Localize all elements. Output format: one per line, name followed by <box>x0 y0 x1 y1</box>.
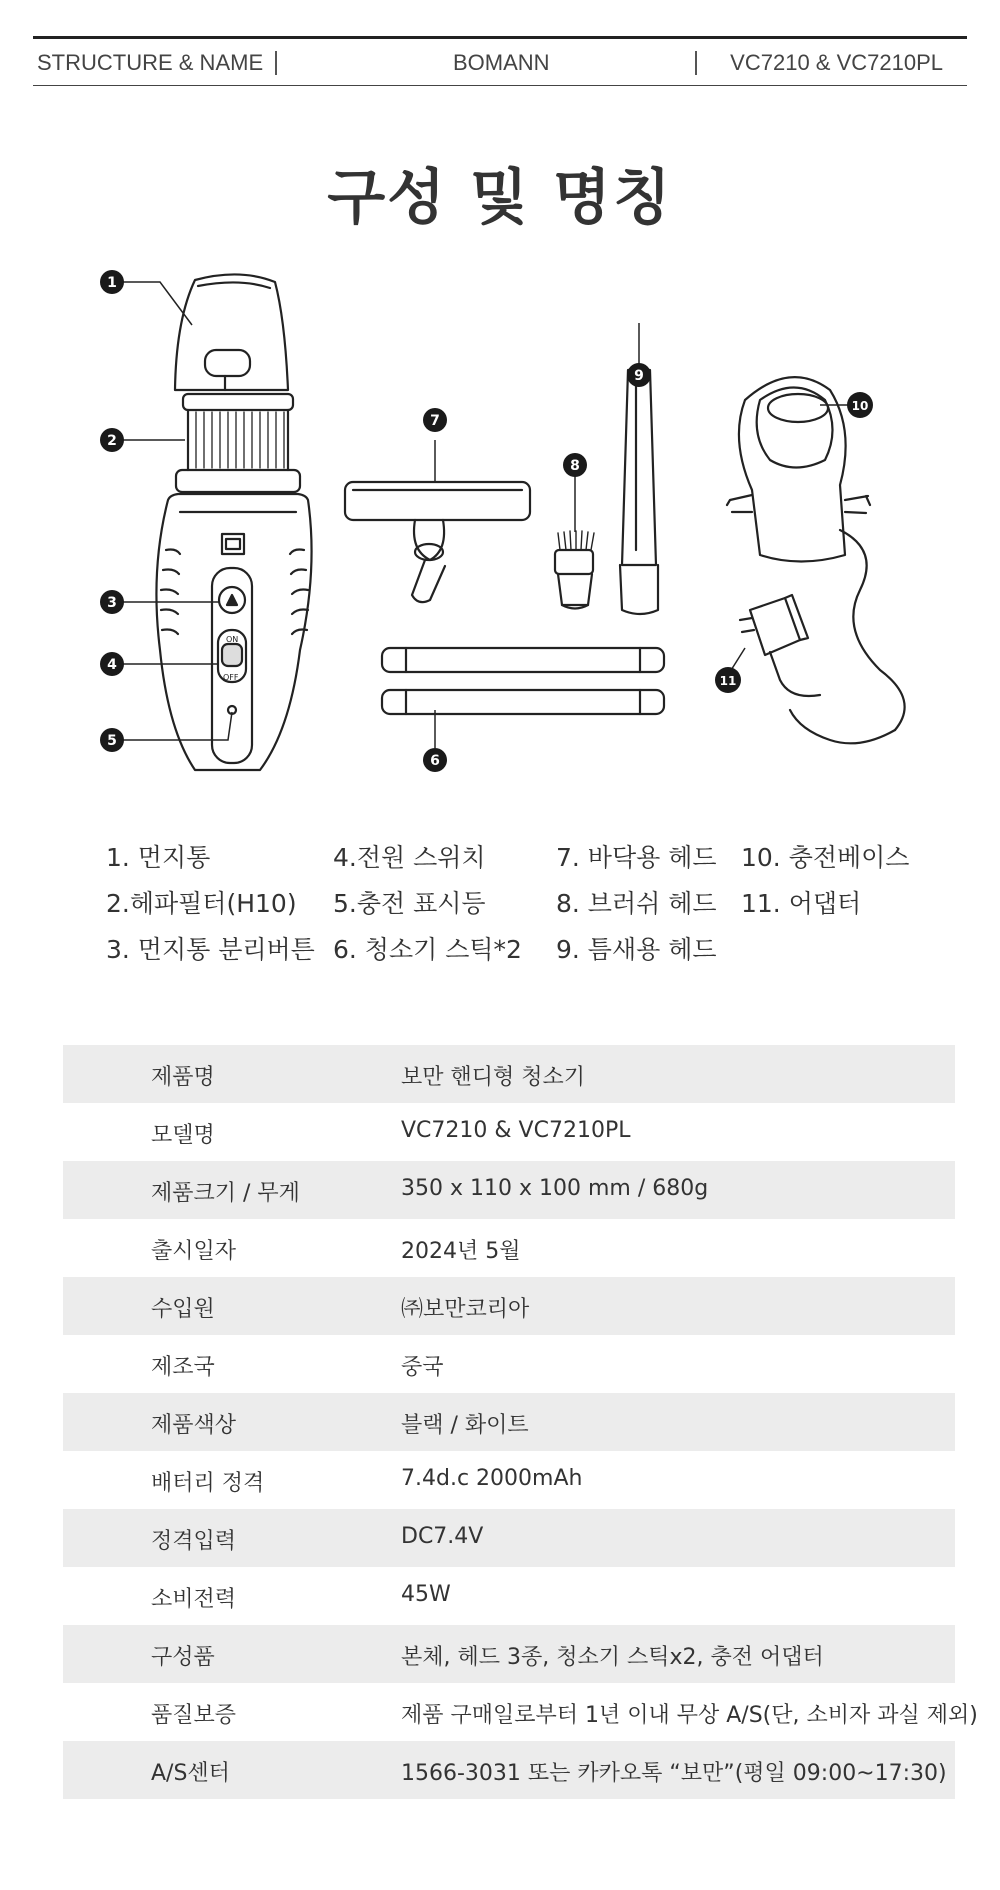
callout-7 <box>423 408 447 432</box>
product-diagram <box>0 250 1000 810</box>
svg-text:5: 5 <box>107 733 117 749</box>
header-bar <box>33 36 967 86</box>
svg-text:6: 6 <box>430 753 440 769</box>
svg-text:3: 3 <box>107 595 117 611</box>
callout-11 <box>715 667 741 693</box>
spec-value: 중국 <box>401 1355 444 1380</box>
part-item: 6. 청소기 스틱*2 <box>333 935 522 964</box>
spec-label: 제품색상 <box>151 1413 237 1438</box>
part-item: 4.전원 스위치 <box>333 843 486 872</box>
header-divider <box>275 51 277 75</box>
spec-row <box>63 1277 955 1335</box>
header-section-label: STRUCTURE & NAME <box>37 50 264 75</box>
spec-row <box>63 1393 955 1451</box>
spec-label: 구성품 <box>151 1645 215 1670</box>
callout-3 <box>100 590 124 614</box>
spec-row <box>63 1625 955 1683</box>
svg-text:11: 11 <box>719 674 737 688</box>
spec-value: 1566-3031 또는 카카오톡 “보만”(평일 09:00~17:30) <box>401 1761 947 1786</box>
svg-text:10: 10 <box>851 399 869 413</box>
spec-row <box>63 1161 955 1219</box>
spec-label: 정격입력 <box>151 1529 237 1554</box>
header-model: VC7210 & VC7210PL <box>730 50 943 75</box>
part-item: 3. 먼지통 분리버튼 <box>106 935 315 964</box>
callout-1 <box>100 270 124 294</box>
spec-value: 350 x 110 x 100 mm / 680g <box>401 1176 709 1201</box>
spec-value: 보만 핸디형 청소기 <box>401 1065 586 1090</box>
callout-8 <box>563 453 587 477</box>
charging-base <box>727 377 905 743</box>
spec-row <box>63 1451 955 1509</box>
part-item: 1. 먼지통 <box>106 843 211 872</box>
part-item: 2.헤파필터(H10) <box>106 889 297 918</box>
svg-text:OFF: OFF <box>223 673 239 682</box>
spec-value: 45W <box>401 1582 451 1607</box>
spec-row <box>63 1045 955 1103</box>
spec-row <box>63 1335 955 1393</box>
spec-label: 품질보증 <box>151 1703 237 1728</box>
part-item: 7. 바닥용 헤드 <box>556 843 717 872</box>
spec-value: VC7210 & VC7210PL <box>401 1118 631 1143</box>
extension-sticks <box>382 648 664 714</box>
part-item: 11. 어댑터 <box>741 889 862 918</box>
page-title: 구성 및 명칭 <box>327 163 673 233</box>
crevice-nozzle <box>620 370 658 614</box>
spec-row <box>63 1103 955 1161</box>
spec-label: A/S센터 <box>151 1761 230 1786</box>
spec-label: 제품크기 / 무게 <box>151 1181 300 1206</box>
spec-value: ㈜보만코리아 <box>401 1297 530 1322</box>
svg-text:4: 4 <box>107 657 117 673</box>
callout-4 <box>100 652 124 676</box>
adapter <box>740 595 820 696</box>
spec-row <box>63 1567 955 1625</box>
spec-label: 배터리 정격 <box>151 1471 265 1496</box>
svg-text:9: 9 <box>634 368 644 384</box>
part-item: 5.충전 표시등 <box>333 889 486 918</box>
part-item: 8. 브러쉬 헤드 <box>556 889 717 918</box>
svg-text:ON: ON <box>226 635 239 644</box>
spec-label: 출시일자 <box>151 1239 237 1264</box>
spec-label: 제품명 <box>151 1065 215 1090</box>
spec-label: 소비전력 <box>151 1587 237 1612</box>
part-item: 10. 충전베이스 <box>741 843 910 872</box>
svg-text:1: 1 <box>107 275 117 291</box>
svg-text:8: 8 <box>570 458 580 474</box>
callout-9 <box>627 363 651 387</box>
spec-label: 모델명 <box>151 1123 215 1148</box>
brush-head <box>555 531 594 609</box>
callout-2 <box>100 428 124 452</box>
callout-6 <box>423 748 447 772</box>
spec-row <box>63 1741 955 1799</box>
header-brand: BOMANN <box>453 50 550 75</box>
part-item: 9. 틈새용 헤드 <box>556 935 717 964</box>
spec-table <box>63 1045 978 1799</box>
spec-label: 수입원 <box>151 1297 215 1322</box>
svg-text:7: 7 <box>430 413 440 429</box>
callout-5 <box>100 728 124 752</box>
callout-10 <box>847 392 873 418</box>
vacuum-body <box>156 274 311 770</box>
spec-value: 본체, 헤드 3종, 청소기 스틱x2, 충전 어댑터 <box>401 1645 824 1670</box>
spec-value: 7.4d.c 2000mAh <box>401 1466 583 1491</box>
svg-text:2: 2 <box>107 433 117 449</box>
header-divider <box>695 51 697 75</box>
spec-row <box>63 1219 955 1277</box>
spec-label: 제조국 <box>151 1355 215 1380</box>
parts-list <box>0 830 1000 990</box>
spec-row <box>63 1509 955 1567</box>
spec-value: 제품 구매일로부터 1년 이내 무상 A/S(단, 소비자 과실 제외) <box>401 1703 978 1728</box>
spec-row <box>63 1683 978 1741</box>
spec-value: 블랙 / 화이트 <box>401 1413 529 1438</box>
spec-value: 2024년 5월 <box>401 1239 521 1264</box>
spec-value: DC7.4V <box>401 1524 484 1549</box>
floor-head <box>345 482 530 602</box>
